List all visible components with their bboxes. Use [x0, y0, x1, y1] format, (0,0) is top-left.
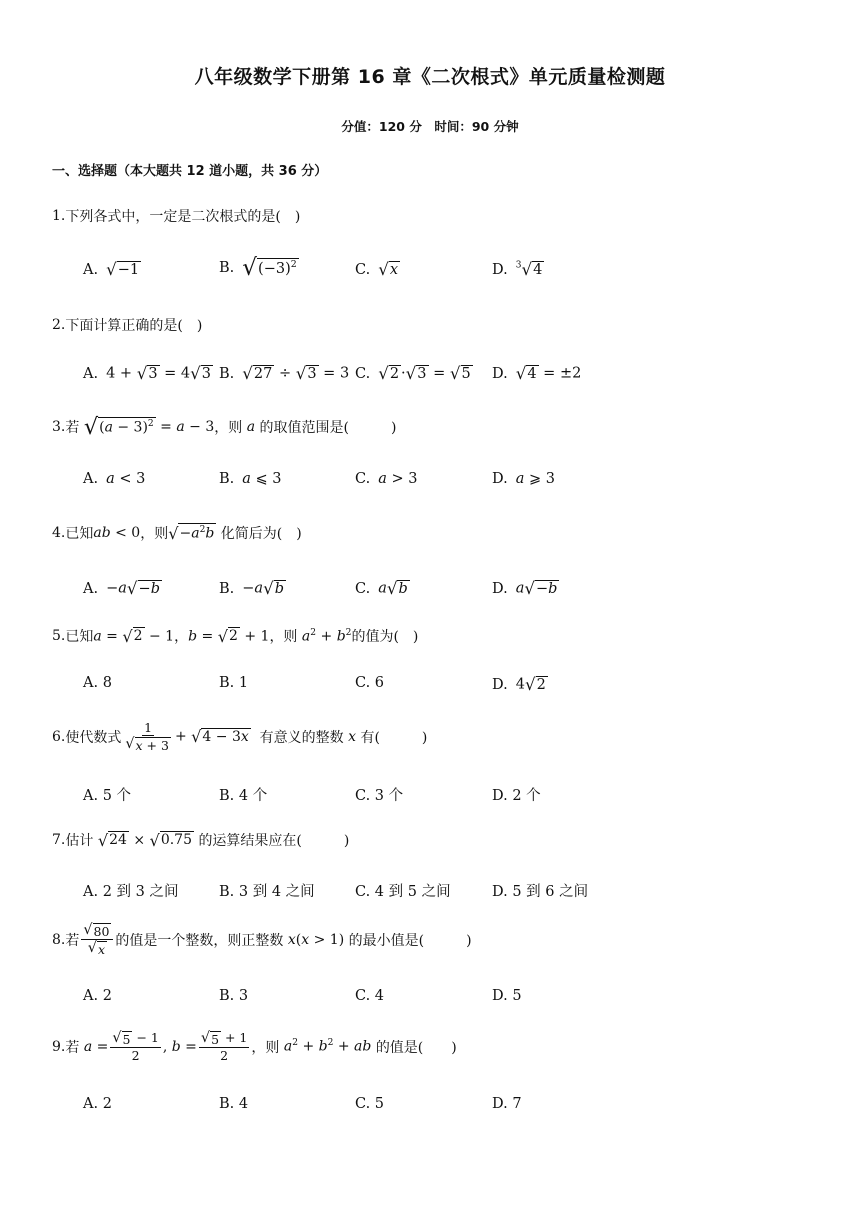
math-variable: a — [242, 419, 260, 435]
math-expression: √−1 — [106, 260, 140, 279]
option-label: B. — [219, 259, 235, 276]
question-stem: 的取值范围是( ) — [259, 420, 397, 436]
math-expression: b = √2 + 1 — [188, 626, 270, 646]
option-label: D. — [492, 471, 508, 487]
option-label: B. — [219, 365, 235, 382]
math-expression: ab < 0 — [93, 525, 141, 541]
math-expression: a√b — [378, 579, 408, 598]
option-d — [492, 364, 581, 383]
page-title: 八年级数学下册第 16 章《二次根式》单元质量检测题 — [194, 66, 666, 88]
question-stem: 下面计算正确的是( ) — [65, 318, 203, 334]
math-fraction: $\frac{√80}{√x}$ — [81, 922, 113, 958]
math-fraction: $\frac{√5 - 1}{2}$ — [112, 1030, 159, 1064]
option-b — [219, 471, 282, 487]
option-a — [83, 675, 112, 691]
option-label: A. 2 到 3 之间 — [83, 884, 179, 900]
question-stem: 的值是( ) — [375, 1039, 457, 1056]
math-expression: √2 ·√3 = √5 — [378, 364, 471, 383]
question-4 — [52, 523, 302, 543]
option-label: B. — [219, 471, 235, 487]
question-3 — [52, 414, 396, 440]
math-expression: $a^2 + b^2$ — [301, 627, 352, 645]
option-label: C. 5 — [355, 1096, 385, 1112]
question-stem: ，则 — [251, 1039, 280, 1056]
question-stem: ，则 — [269, 629, 298, 645]
question-stem: 的运算结果应在( ) — [198, 833, 350, 849]
math-expression: √4 = ±2 — [515, 364, 582, 383]
question-2 — [52, 315, 202, 335]
math-expression: $√(a - 3)^2 = a - 3$ — [83, 414, 215, 440]
option-b — [219, 784, 267, 805]
question-number: 3. — [52, 419, 66, 435]
option-b — [219, 364, 349, 383]
question-number: 8. — [52, 931, 66, 948]
option-b — [219, 988, 248, 1004]
option-label: D. — [492, 365, 508, 382]
option-b — [219, 880, 315, 901]
math-fraction: $\frac{1}{√x + 3}$ — [125, 720, 169, 753]
question-stem: 使代数式 — [65, 729, 122, 746]
option-label: C. — [355, 261, 371, 278]
question-stem: 的最小值是( ) — [348, 932, 472, 949]
option-a — [83, 260, 141, 279]
option-label: A. 2 — [83, 988, 112, 1004]
option-b — [219, 1096, 248, 1112]
math-expression: + √4 − 3x — [174, 727, 249, 747]
page-subtitle: 分值：120 分 时间：90 分钟 — [341, 119, 519, 134]
option-a — [83, 880, 178, 901]
question-stem: 下列各式中，一定是二次根式的是( ) — [65, 209, 301, 225]
option-c — [355, 675, 384, 691]
question-stem: 有( ) — [360, 729, 428, 746]
question-8 — [52, 922, 472, 958]
math-expression: $a^2 + b^2$ + ab — [283, 1038, 372, 1055]
option-a — [83, 1096, 112, 1112]
question-number: 7. — [52, 832, 66, 848]
math-expression: −a√b — [242, 579, 284, 598]
option-label: A. — [83, 261, 99, 278]
option-d — [492, 880, 588, 901]
math-expression: , b = — [162, 1038, 197, 1055]
math-expression: $√-a^2b$ — [168, 523, 215, 543]
option-label: B. 1 — [219, 675, 249, 691]
question-number: 6. — [52, 728, 66, 745]
option-c — [355, 364, 473, 383]
question-1 — [52, 206, 300, 226]
option-label: B. 3 — [219, 988, 249, 1004]
question-stem: 估计 — [65, 833, 94, 849]
math-expression: a > 3 — [378, 471, 418, 487]
question-number: 4. — [52, 525, 66, 541]
option-label: B. 4 — [219, 1096, 249, 1112]
math-expression: √27 ÷ √3 = 3 — [242, 364, 350, 383]
option-label: D. 7 — [492, 1096, 522, 1112]
option-label: B. 4 个 — [219, 788, 268, 804]
math-expression: a ⩽ 3 — [242, 471, 282, 487]
option-a — [83, 364, 213, 383]
option-d — [492, 988, 522, 1004]
option-label: D. — [492, 676, 508, 693]
option-c — [355, 1096, 384, 1112]
question-stem: ，则 — [214, 420, 243, 436]
option-label: D. 2 个 — [492, 788, 541, 804]
question-number: 1. — [52, 208, 66, 224]
option-label: A. 8 — [83, 675, 112, 691]
math-variable: x — [343, 728, 361, 745]
question-stem: 化简后为( ) — [220, 526, 302, 542]
question-stem: 若 — [65, 932, 80, 949]
option-label: C. — [355, 580, 371, 597]
question-stem: 的值是一个整数，则正整数 — [115, 932, 284, 949]
math-expression: a < 3 — [106, 471, 146, 487]
math-expression: x(x > 1) — [287, 931, 349, 948]
question-stem: 若 — [65, 1039, 80, 1056]
option-d — [492, 471, 555, 487]
option-label: C. 3 个 — [355, 788, 404, 804]
option-d — [492, 579, 559, 598]
question-6 — [52, 720, 427, 753]
option-b — [219, 579, 286, 598]
option-a — [83, 988, 112, 1004]
option-d — [492, 675, 548, 694]
question-stem: 的值为( ) — [351, 629, 419, 645]
option-label: D. — [492, 580, 508, 597]
option-label: C. — [355, 471, 371, 487]
option-c — [355, 471, 417, 487]
option-c — [355, 988, 384, 1004]
math-fraction: $\frac{√5 + 1}{2}$ — [200, 1030, 248, 1064]
question-stem: 已知 — [65, 526, 94, 542]
question-number: 5. — [52, 628, 66, 644]
option-c — [355, 260, 400, 279]
option-label: D. — [492, 261, 508, 278]
math-expression: a ⩾ 3 — [515, 471, 555, 487]
option-b — [219, 254, 299, 281]
option-label: C. 4 到 5 之间 — [355, 884, 451, 900]
option-label: C. — [355, 365, 371, 382]
question-stem: 有意义的整数 — [259, 729, 344, 746]
math-expression: a√−b — [515, 579, 558, 598]
question-stem: ，则 — [140, 526, 169, 542]
option-d — [492, 260, 544, 279]
math-expression: 4 + √3 = 4√3 — [106, 364, 211, 383]
math-expression: 4√2 — [515, 675, 546, 694]
math-expression: √x — [378, 260, 398, 279]
option-label: B. 3 到 4 之间 — [219, 884, 315, 900]
math-expression: √24 × √0.75 — [97, 830, 192, 850]
option-label: C. 4 — [355, 988, 385, 1004]
option-a — [83, 579, 162, 598]
question-number: 9. — [52, 1038, 66, 1055]
math-expression: $√(-3)^2$ — [242, 254, 297, 281]
option-a — [83, 784, 131, 805]
option-label: A. — [83, 471, 99, 487]
option-label: D. 5 到 6 之间 — [492, 884, 589, 900]
option-c — [355, 579, 410, 598]
section-heading: 一、选择题（本大题共 12 道小题，共 36 分） — [52, 164, 328, 179]
question-stem: ， — [174, 629, 189, 645]
question-5 — [52, 626, 418, 646]
question-stem: 已知 — [65, 629, 94, 645]
option-c — [355, 880, 451, 901]
math-expression: a = √2 − 1 — [93, 626, 175, 646]
option-label: C. 6 — [355, 675, 385, 691]
option-c — [355, 784, 403, 805]
question-7 — [52, 830, 349, 850]
option-d — [492, 1096, 522, 1112]
option-label: D. 5 — [492, 988, 522, 1004]
question-stem: 若 — [65, 420, 80, 436]
question-number: 2. — [52, 317, 66, 333]
option-label: B. — [219, 580, 235, 597]
option-label: A. — [83, 580, 99, 597]
option-d — [492, 784, 541, 805]
option-label: A. — [83, 365, 99, 382]
math-expression: a = — [83, 1038, 109, 1055]
option-label: A. 2 — [83, 1096, 112, 1112]
option-a — [83, 471, 145, 487]
option-b — [219, 675, 248, 691]
math-expression: $^3$√4 — [515, 260, 543, 279]
math-expression: −a√−b — [106, 579, 160, 598]
question-9 — [52, 1030, 457, 1063]
option-label: A. 5 个 — [83, 788, 132, 804]
